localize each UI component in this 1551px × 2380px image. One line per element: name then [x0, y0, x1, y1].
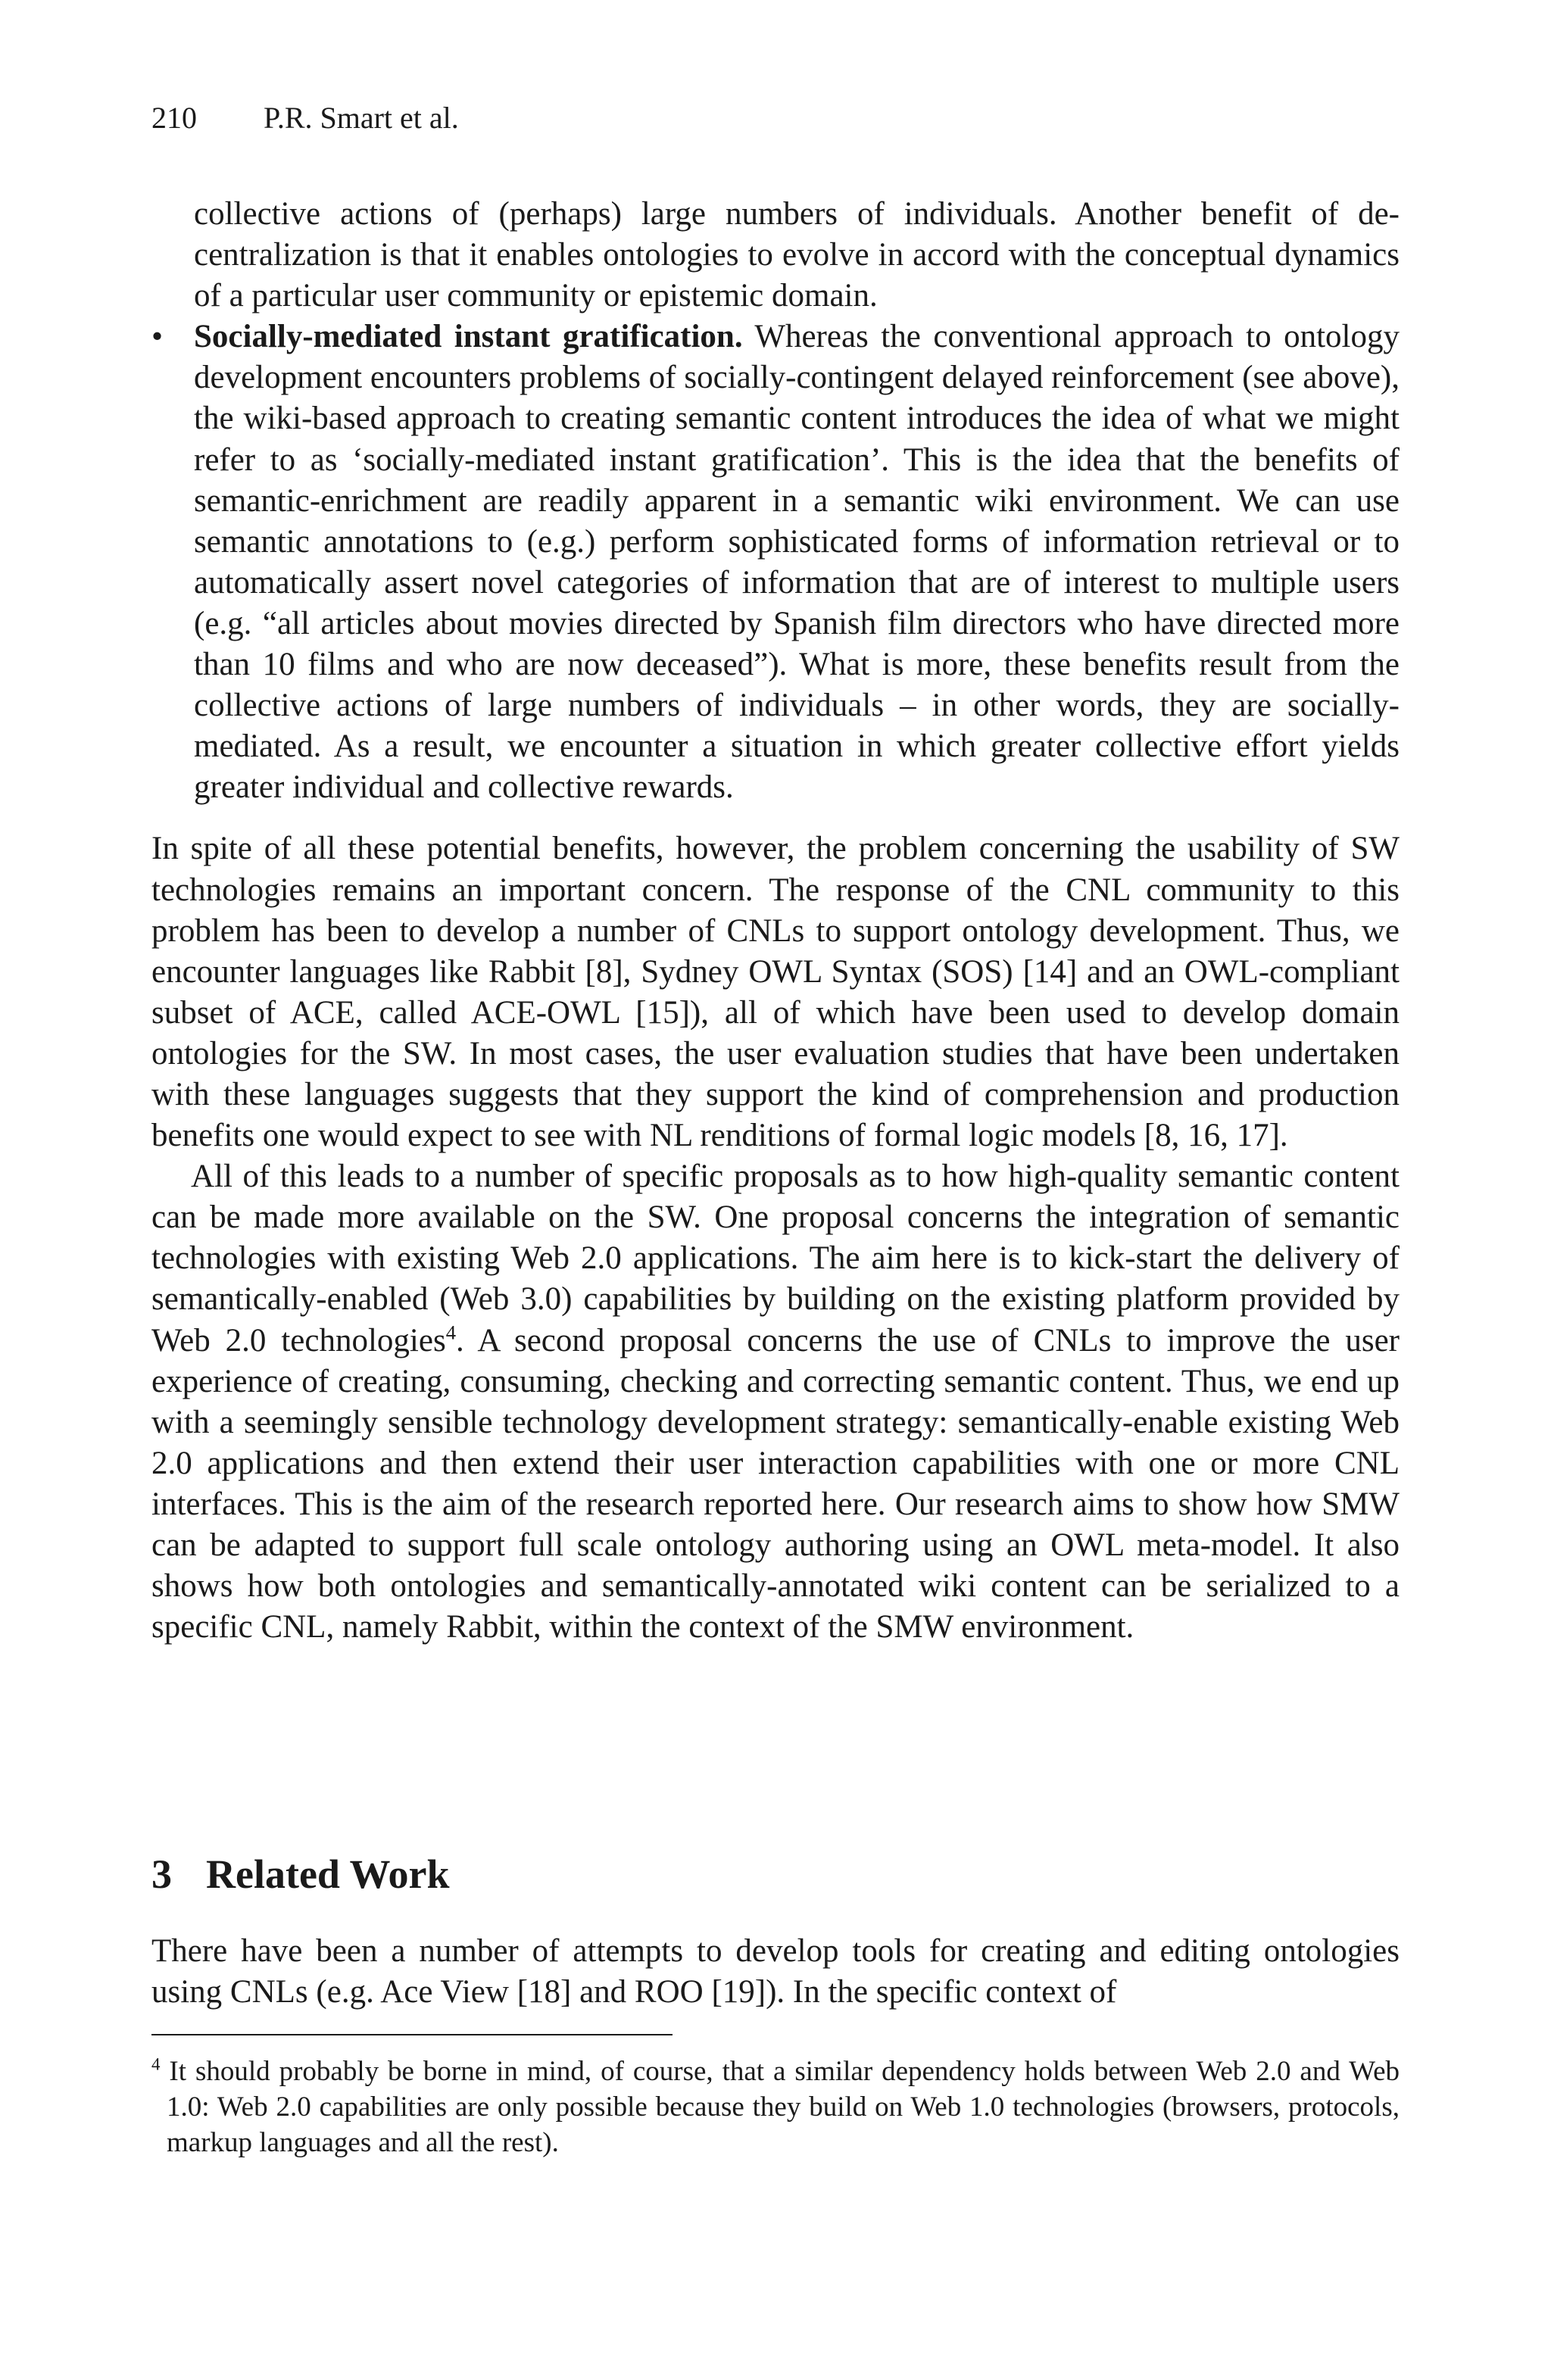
section-paragraph: There have been a number of attempts to develop tools for creating and editing ontologies using CNLs (e.g. Ace View [18] and ROO [19]). In the specific context of [151, 1933, 1400, 2010]
section-title: Related Work [206, 1851, 450, 1897]
running-head-authors: P.R. Smart et al. [264, 101, 459, 135]
section-body [151, 1931, 1400, 2013]
footnote-divider [151, 2034, 673, 2035]
body-text [151, 194, 1400, 1648]
bullet-continuation-paragraph: collective actions of (perhaps) large numbers of individuals. Another benefit of decentralization is that it enables ontologies to evolve in accord with the conceptual dynamics of a particular user community or epistemic domain. [194, 196, 1400, 314]
section-heading [151, 1848, 450, 1901]
section-number: 3 [151, 1851, 172, 1897]
body-paragraph-text: . A second proposal concerns the use of CNLs to improve the user experience of creating, consuming, checking and correcting semantic content. Thus, we end up with a seemingly sensible technology development strategy: semantically-enable existing Web 2.0 applications and then extend their user interaction capabilities with one or more CNL interfaces. This is the aim of the research reported here. Our research aims to show how SMW can be adapted to support full scale ontology authoring using an OWL meta-model. It also shows how both ontologies and semantically-annotated wiki content can be serialized to a specific CNL, namely Rabbit, within the context of the SMW environment. [151, 1322, 1400, 1645]
body-paragraph-text: All of this leads to a number of specific proposals as to how high-quality semantic content can be made more available on the SW. One proposal concerns the integration of semantic technologies with existing Web 2.0 applications. The aim here is to kick-start the delivery of semantically-enabled (Web 3.0) capabilities by building on the existing platform provided by Web 2.0 technologies [151, 1159, 1400, 1358]
bullet-icon: • [151, 319, 164, 355]
footnote-marker: 4 [151, 2054, 161, 2074]
footnote-paragraph [151, 2054, 1400, 2160]
body-paragraph [151, 1156, 1400, 1648]
body-paragraph: In spite of all these potential benefits, however, the problem concerning the usability of SW technologies remains an important concern. The response of the CNL community to this problem has been to develop a number of CNLs to support ontology development. Thus, we encounter languages like Rabbit [8], Sydney OWL Syntax (SOS) [14] and an OWL-compliant subset of ACE, called ACE-OWL [15]), all of which have been used to develop domain ontologies for the SW. In most cases, the user evaluation studies that have been undertaken with these languages suggests that they support the kind of comprehension and production benefits one would expect to see with NL renditions of formal logic models [8, 16, 17]. [151, 831, 1400, 1154]
footnote-text: It should probably be borne in mind, of course, that a similar dependency holds between Web 2.0 and Web 1.0: Web 2.0 capabilities are only possible because they build on Web 1.0 technologies (browsers, protocols, markup languages and all the rest). [160, 2056, 1400, 2158]
bullet-item [151, 317, 1400, 808]
running-head [151, 97, 459, 139]
bullet-item-text: Whereas the conventional approach to ontology development encounters problems of socially-contingent delayed reinforcement (see above), the wiki-based approach to creating semantic content introduces the idea of what we might refer to as ‘socially-mediated instant gratification’. This is the idea that the benefits of semantic-enrichment are readily apparent in a semantic wiki environment. We can use semantic annotations to (e.g.) perform sophisticated forms of information retrieval or to automatically assert novel categories of information that are of interest to multiple users (e.g. “all articles about movies directed by Spanish film directors who have directed more than 10 films and who are now deceased”). What is more, these benefits result from the collective actions of large numbers of individuals – in other words, they are socially-mediated. As a result, we encounter a situation in which greater collective effort yields greater individual and collective rewards. [194, 319, 1400, 806]
page-number: 210 [151, 101, 197, 135]
footnote [151, 2054, 1400, 2160]
footnote-reference: 4 [445, 1321, 457, 1344]
bullet-item-lead: Socially-mediated instant gratification. [194, 319, 743, 355]
